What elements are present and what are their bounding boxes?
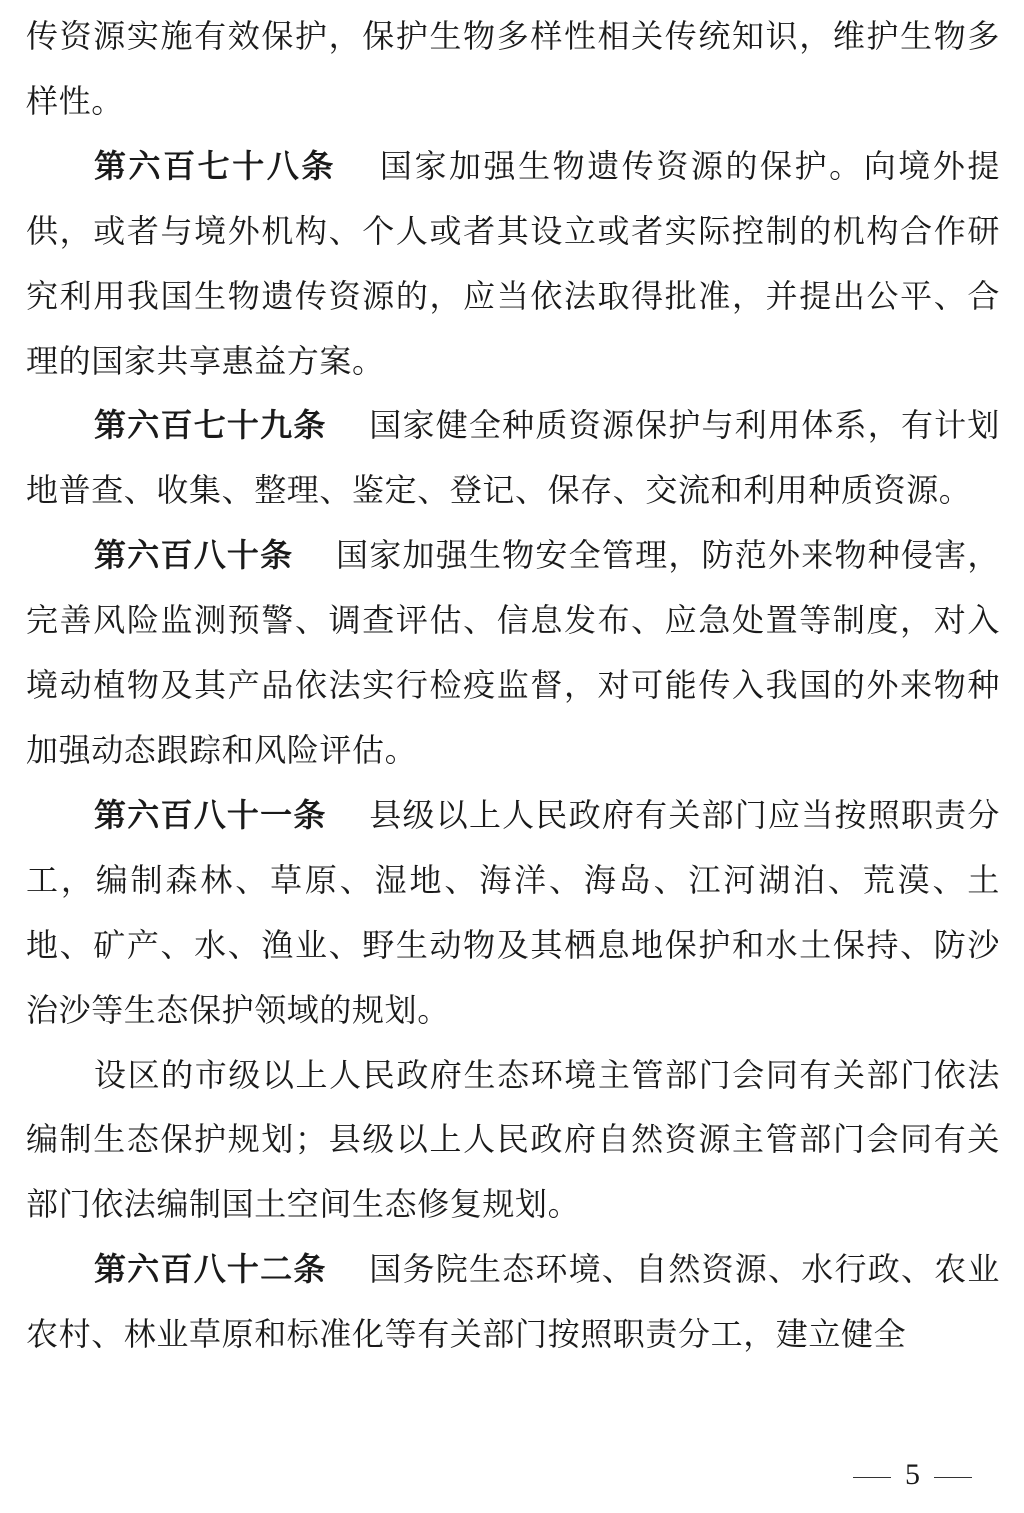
paragraph-text: 设区的市级以上人民政府生态环境主管部门会同有关部门依法编制生态保护规划；县级以上人民政府自然资源主管部门会同有关部门依法编制国土空间生态修复规划。 [26,1055,1000,1224]
article-number: 第六百八十条 [94,536,294,575]
article-number: 第六百七十八条 [94,146,336,185]
article-text: 国家加强生物遗传资源的保护。向境外提供，或者与境外机构、个人或者其设立或者实际控制的机构合作研究利用我国生物遗传资源的，应当依法取得批准，并提出公平、合理的国家共享惠益方案。 [26,146,1000,380]
page-footer [0,1455,1024,1495]
article-text: 国家健全种质资源保护与利用体系，有计划地普查、收集、整理、鉴定、登记、保存、交流和利用种质资源。 [26,406,1001,510]
article-number: 第六百八十二条 [94,1250,327,1289]
article-text: 县级以上人民政府有关部门应当按照职责分工，编制森林、草原、湿地、海洋、海岛、江河湖泊、荒漠、土地、矿产、水、渔业、野生动物及其栖息地保护和水土保持、防沙治沙等生态保护领域的规划。 [26,795,1001,1029]
document-body [26,0,1000,1367]
article-text: 国家加强生物安全管理，防范外来物种侵害，完善风险监测预警、调查评估、信息发布、应急处置等制度，对入境动植物及其产品依法实行检疫监督，对可能传入我国的外来物种加强动态跟踪和风险评估。 [26,536,1000,769]
article-679 [26,393,1000,523]
article-number: 第六百七十九条 [94,406,327,445]
paragraph-text: 传资源实施有效保护，保护生物多样性相关传统知识，维护生物多样性。 [26,17,1000,120]
article-text: 国务院生态环境、自然资源、水行政、农业农村、林业草原和标准化等有关部门按照职责分工，建立健全 [26,1250,1001,1354]
page-number: 5 [905,1458,920,1491]
article-681-paragraph-2 [26,1043,1000,1238]
article-682 [26,1237,1000,1367]
paragraph-continuation [26,4,1000,134]
article-number: 第六百八十一条 [94,795,327,834]
article-678 [26,134,1000,394]
article-680 [26,523,1000,783]
article-681 [26,783,1000,1043]
footer-dash-left [853,1477,891,1478]
footer-dash-right [934,1477,972,1478]
